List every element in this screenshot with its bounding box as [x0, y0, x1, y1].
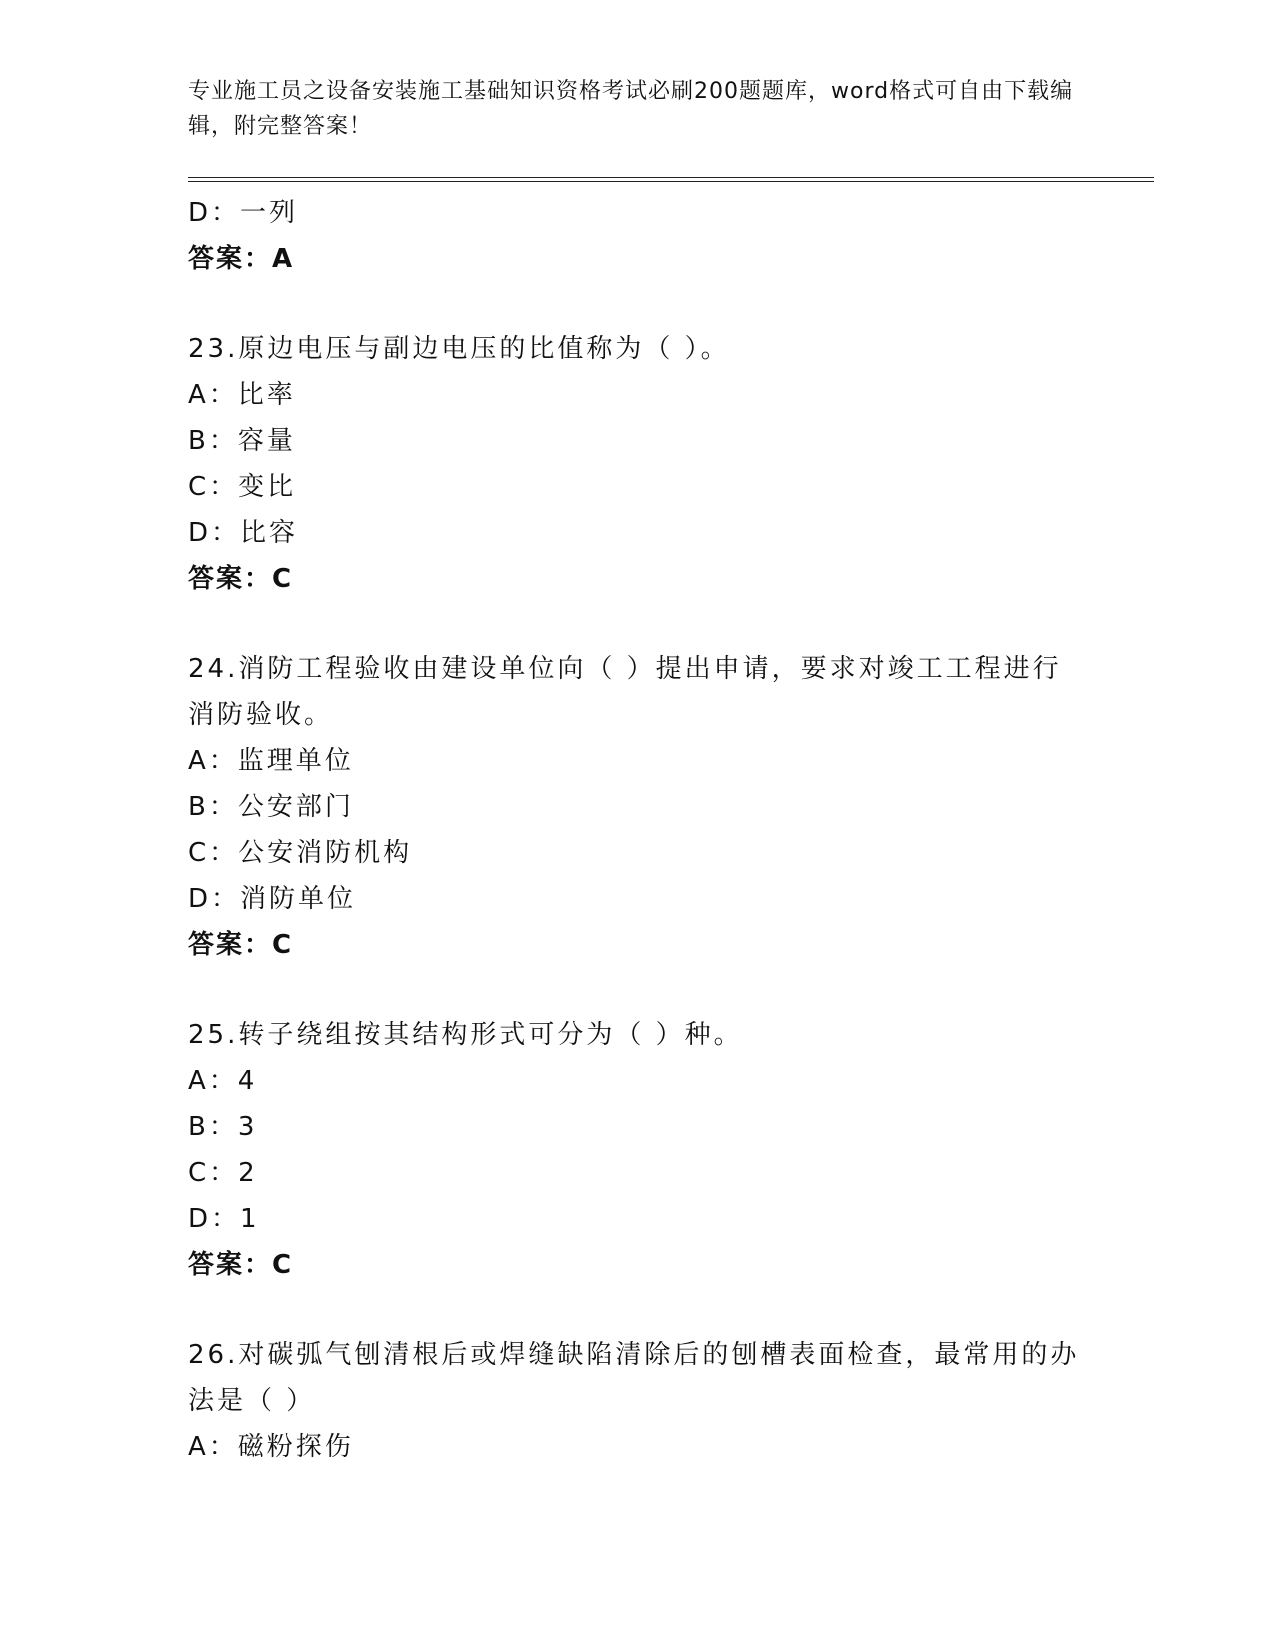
header-divider-bottom: [188, 181, 1154, 182]
option-c: C：公安消防机构: [188, 838, 413, 868]
question-stem: 25.转子绕组按其结构形式可分为（ ）种。: [188, 1020, 743, 1050]
answer: 答案：C: [188, 564, 294, 594]
answer: 答案：C: [188, 930, 294, 960]
question-stem: 23.原边电压与副边电压的比值称为（ ）。: [188, 334, 730, 364]
answer: 答案：A: [188, 244, 295, 274]
question-stem: 26.对碳弧气刨清根后或焊缝缺陷清除后的刨槽表面检查，最常用的办法是（ ）: [188, 1340, 1080, 1416]
spacer: [188, 282, 1088, 326]
option-c: C：2: [188, 1158, 258, 1188]
question-23: [188, 326, 1088, 602]
spacer: [188, 1288, 1088, 1332]
option-a: A：磁粉探伤: [188, 1432, 354, 1462]
question-24: [188, 646, 1088, 968]
option-d: D：1: [188, 1204, 260, 1234]
option-d: D：消防单位: [188, 884, 357, 914]
option-a: A：比率: [188, 380, 296, 410]
page-header: 专业施工员之设备安装施工基础知识资格考试必刷200题题库，word格式可自由下载编辑，附完整答案！: [188, 79, 1074, 139]
option-a: A：监理单位: [188, 746, 354, 776]
spacer: [188, 968, 1088, 1012]
option-b: B：公安部门: [188, 792, 354, 822]
option-b: B：3: [188, 1112, 258, 1142]
option-a: A：4: [188, 1066, 258, 1096]
question-26: [188, 1332, 1088, 1470]
option-b: B：容量: [188, 426, 296, 456]
option-c: C：变比: [188, 472, 297, 502]
spacer: [188, 602, 1088, 646]
option-d: D：一列: [188, 198, 299, 228]
option-d: D：比容: [188, 518, 299, 548]
answer: 答案：C: [188, 1250, 294, 1280]
question-stem: 24.消防工程验收由建设单位向（ ）提出申请，要求对竣工工程进行消防验收。: [188, 654, 1062, 730]
header-divider-top: [188, 177, 1154, 178]
question-25: [188, 1012, 1088, 1288]
question-list: [188, 190, 1088, 1470]
